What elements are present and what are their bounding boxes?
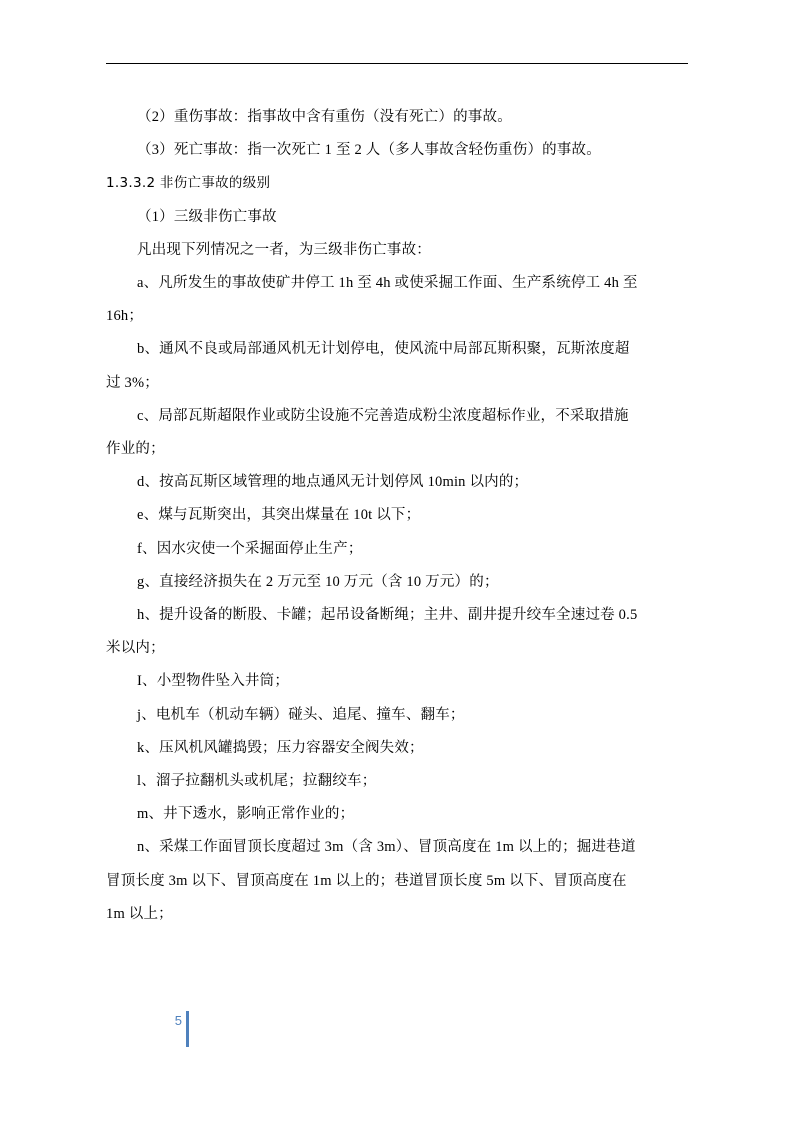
page-number: 5 [174, 1013, 182, 1028]
list-item-f: f、因水灾使一个采掘面停止生产； [137, 540, 363, 557]
list-item-b-line2: 过 3%； [106, 374, 159, 391]
paragraph-level-three: （1）三级非伤亡事故 [137, 208, 277, 225]
paragraph-intro: 凡出现下列情况之一者，为三级非伤亡事故： [137, 241, 431, 258]
list-item-a-line2: 16h； [106, 308, 144, 325]
header-rule [106, 63, 688, 64]
list-item-n-line3: 1m 以上； [106, 905, 173, 922]
list-item-k: k、压风机风罐捣毁；压力容器安全阀失效； [137, 739, 424, 756]
list-item-a-line1: a、凡所发生的事故使矿井停工 1h 至 4h 或使采掘工作面、生产系统停工 4h 至 [137, 275, 638, 292]
list-item-i: I、小型物件坠入井筒； [137, 673, 290, 690]
list-item-c-line1: c、局部瓦斯超限作业或防尘设施不完善造成粉尘浓度超标作业，不采取措施 [137, 407, 629, 424]
list-item-n-line2: 冒顶长度 3m 以下、冒顶高度在 1m 以上的；巷道冒顶长度 5m 以下、冒顶高度在 [106, 872, 627, 889]
list-item-h-line2: 米以内； [106, 640, 165, 657]
list-item-h-line1: h、提升设备的断股、卡罐；起吊设备断绳；主井、副井提升绞车全速过卷 0.5 [137, 607, 638, 624]
list-item-e: e、煤与瓦斯突出，其突出煤量在 10t 以下； [137, 507, 421, 524]
paragraph-fatal-accident: （3）死亡事故：指一次死亡 1 至 2 人（多人事故含轻伤重伤）的事故。 [137, 142, 601, 159]
list-item-d: d、按高瓦斯区域管理的地点通风无计划停风 10min 以内的； [137, 474, 529, 491]
list-item-g: g、直接经济损失在 2 万元至 10 万元（含 10 万元）的； [137, 573, 499, 590]
paragraph-serious-injury: （2）重伤事故：指事故中含有重伤（没有死亡）的事故。 [137, 109, 512, 125]
list-item-n-line1: n、采煤工作面冒顶长度超过 3m（含 3m）、冒顶高度在 1m 以上的；掘进巷道 [137, 839, 636, 856]
list-item-c-line2: 作业的； [106, 441, 165, 458]
list-item-m: m、井下透水，影响正常作业的； [137, 806, 355, 823]
section-heading: 1.3.3.2 非伤亡事故的级别 [106, 175, 271, 192]
list-item-b-line1: b、通风不良或局部通风机无计划停电，使风流中局部瓦斯积聚，瓦斯浓度超 [137, 341, 630, 358]
page-footer [160, 1010, 189, 1048]
list-item-l: l、溜子拉翻机头或机尾；拉翻绞车； [137, 773, 377, 790]
footer-accent-bar [186, 1011, 189, 1047]
document-body [106, 101, 688, 931]
list-item-j: j、电机车（机动车辆）碰头、追尾、撞车、翻车； [137, 706, 465, 723]
